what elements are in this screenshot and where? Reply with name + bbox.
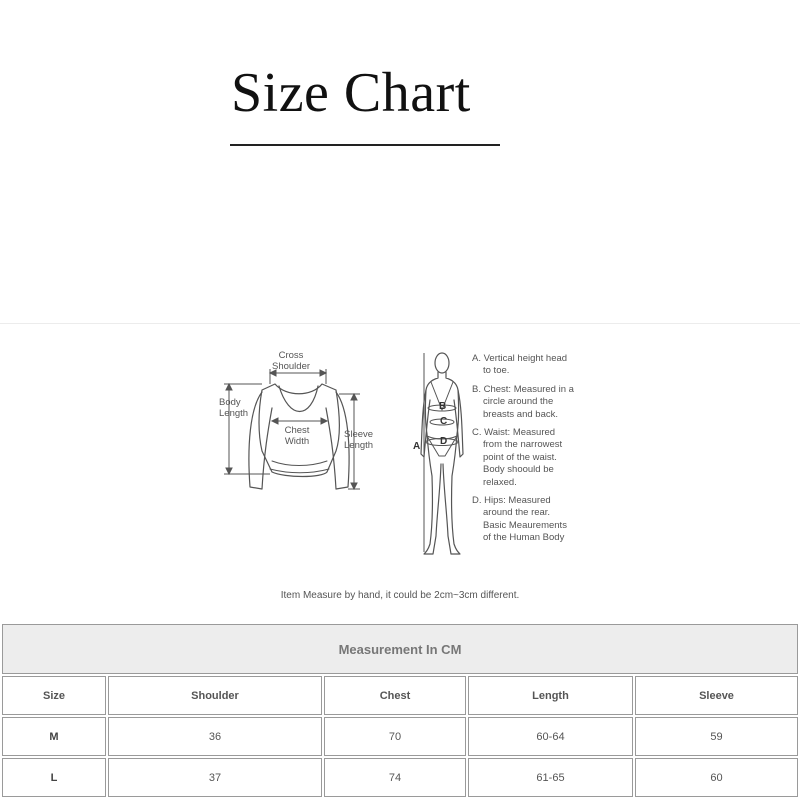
header-chest: Chest [324,676,466,715]
table-row [2,758,798,797]
measure-d: D. Hips: Measured around the rear. Basic Meaurements of the Human Body [472,495,567,544]
chest-width-label: Chest Width [284,425,310,447]
measurement-guide [0,323,800,621]
cell-size: L [2,758,106,797]
page-title: Size Chart [231,62,471,124]
table-header-row [2,676,798,715]
body-length-label: Body Length [219,397,249,419]
body-letter-d: D [440,436,448,447]
body-letter-c: C [440,416,448,427]
body-letter-a: A [413,441,421,452]
measurement-descriptions [472,353,592,551]
measure-note: Item Measure by hand, it could be 2cm~3cm different. [280,590,520,601]
header-sleeve: Sleeve [635,676,798,715]
measure-c: C. Waist: Measured from the narrowest point of the waist. Body shoould be relaxed. [472,427,563,488]
human-body-illustration [421,353,463,554]
cell-shoulder: 36 [108,717,322,756]
cell-chest: 74 [324,758,466,797]
size-table [0,622,800,799]
cell-chest: 70 [324,717,466,756]
cell-sleeve: 59 [635,717,798,756]
body-letter-b: B [439,401,447,412]
header-size: Size [2,676,106,715]
cell-length: 61-65 [468,758,633,797]
cell-size: M [2,717,106,756]
cell-length: 60-64 [468,717,633,756]
cross-shoulder-label: Cross Shoulder [271,350,311,372]
header-length: Length [468,676,633,715]
header-shoulder: Shoulder [108,676,322,715]
table-caption: Measurement In CM [2,624,798,674]
sleeve-length-label: Sleeve Length [344,429,374,451]
title-underline [230,144,500,146]
cell-shoulder: 37 [108,758,322,797]
measure-a: A. Vertical height head to toe. [472,353,568,377]
cell-sleeve: 60 [635,758,798,797]
table-row [2,717,798,756]
measurement-illustration [0,324,800,621]
measure-b: B. Chest: Measured in a circle around the breasts and back. [472,383,574,420]
